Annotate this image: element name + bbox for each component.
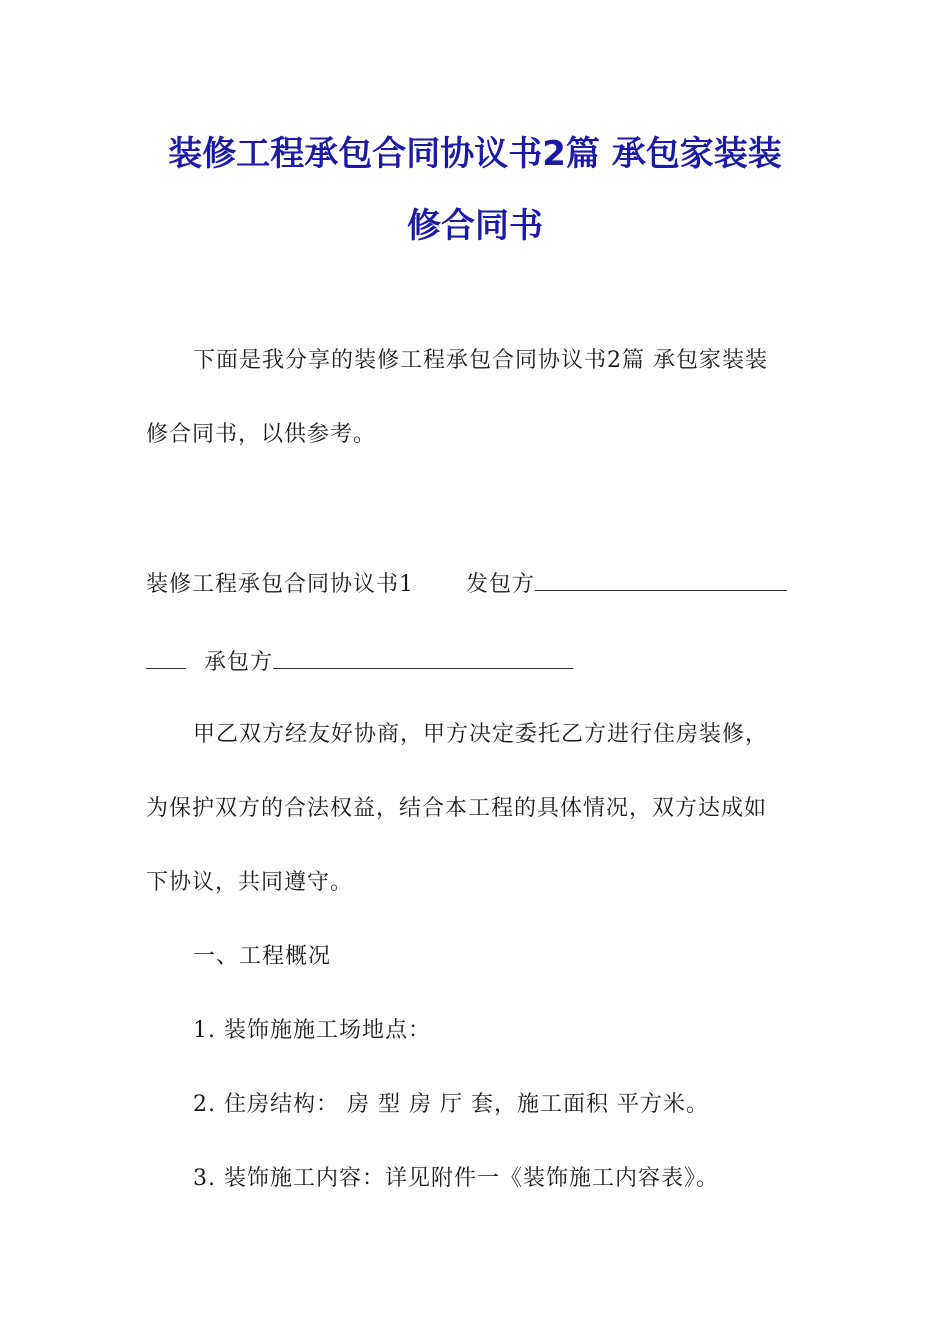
contract-heading-line <box>146 568 787 600</box>
para1-line-2: 为保护双方的合法权益，结合本工程的具体情况，双方达成如 <box>146 796 768 821</box>
section-heading-1: 一、工程概况 <box>193 944 332 969</box>
contract-heading: 装修工程承包合同协议书1 <box>146 572 414 597</box>
document-title-line-2: 修合同书 <box>407 206 543 246</box>
intro-line-1: 下面是我分享的装修工程承包合同协议书2篇 承包家装装 <box>193 348 768 373</box>
item-3: 3. 装饰施工内容：详见附件一《装饰施工内容表》。 <box>193 1166 719 1191</box>
party-b-blank <box>273 646 573 669</box>
item-2: 2. 住房结构： 房 型 房 厅 套，施工面积 平方米。 <box>193 1092 709 1117</box>
party-b-label: 承包方 <box>204 650 274 675</box>
party-b-line <box>146 646 573 678</box>
party-a-blank-continued <box>146 646 186 669</box>
intro-line-2: 修合同书，以供参考。 <box>146 422 377 447</box>
para1-line-1: 甲乙双方经友好协商，甲方决定委托乙方进行住房装修， <box>193 722 769 747</box>
para1-line-3: 下协议，共同遵守。 <box>146 870 354 895</box>
party-a-label: 发包方 <box>466 572 536 597</box>
party-a-blank <box>535 568 787 591</box>
document-title-line-1: 装修工程承包合同协议书2篇 承包家装装 <box>168 134 782 174</box>
item-1: 1. 装饰施施工场地点： <box>193 1018 431 1043</box>
